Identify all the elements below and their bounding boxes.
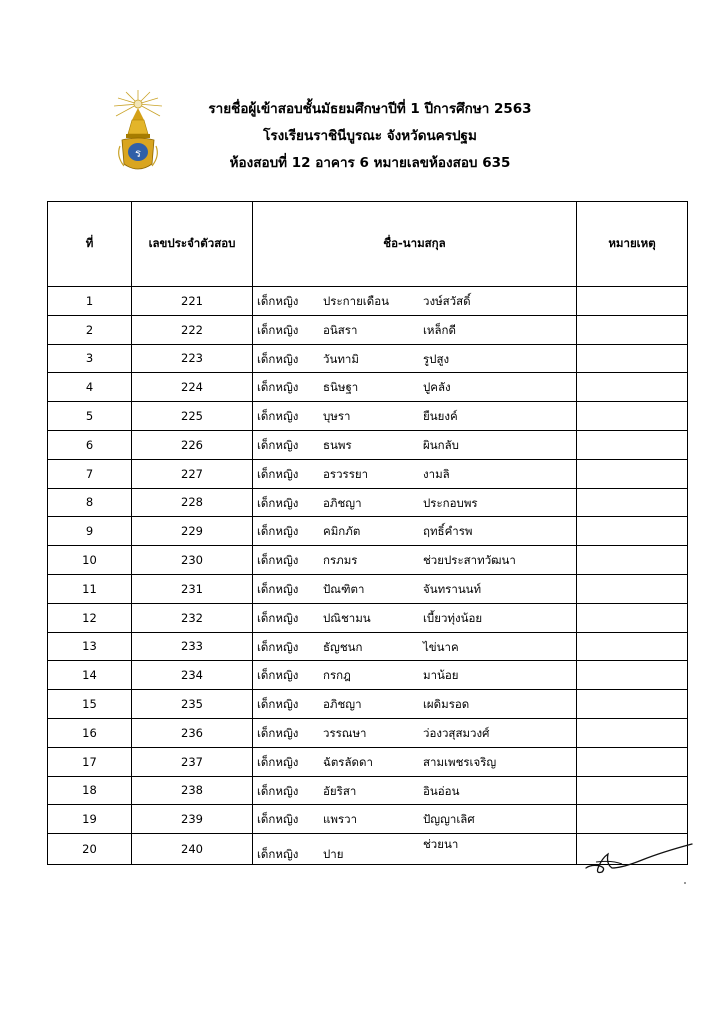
svg-text:ร: ร	[135, 147, 141, 160]
exam-id: 229	[132, 517, 253, 546]
row-number: 14	[48, 661, 132, 690]
student-name	[253, 747, 577, 776]
student-name	[253, 546, 577, 575]
first-name: อัยริสา	[323, 783, 357, 798]
row-number: 19	[48, 805, 132, 834]
first-name: กรกฎ	[323, 668, 351, 683]
first-name: วันทามิ	[323, 351, 359, 366]
row-number: 6	[48, 430, 132, 459]
remark-cell	[577, 546, 688, 575]
remark-cell	[577, 574, 688, 603]
name-prefix: เด็กหญิง	[257, 524, 299, 539]
name-prefix: เด็กหญิง	[257, 812, 299, 827]
first-name: ประกายเดือน	[323, 294, 389, 308]
name-prefix: เด็กหญิง	[257, 697, 299, 712]
last-name: ประกอบพร	[423, 495, 478, 510]
name-prefix: เด็กหญิง	[257, 725, 299, 740]
exam-id: 222	[132, 315, 253, 344]
table-row	[48, 546, 688, 575]
column-header-no: ที่	[48, 202, 132, 287]
exam-id: 221	[132, 287, 253, 316]
exam-id: 239	[132, 805, 253, 834]
remark-cell	[577, 603, 688, 632]
first-name: ปาย	[323, 847, 344, 862]
last-name: วงษ์สวัสดิ์	[423, 294, 471, 308]
table-row	[48, 603, 688, 632]
name-prefix: เด็กหญิง	[257, 380, 299, 395]
table-row	[48, 805, 688, 834]
last-name: ผินกลับ	[423, 437, 459, 452]
last-name: ยืนยงค์	[423, 409, 458, 424]
first-name: ปณิชามน	[323, 610, 371, 625]
row-number: 15	[48, 690, 132, 719]
student-name	[253, 344, 577, 373]
name-prefix: เด็กหญิง	[257, 322, 299, 337]
student-name	[253, 661, 577, 690]
exam-id: 236	[132, 718, 253, 747]
first-name: วรรณษา	[323, 725, 367, 740]
row-number: 1	[48, 287, 132, 316]
student-name	[253, 287, 577, 316]
row-number: 17	[48, 747, 132, 776]
table-row	[48, 632, 688, 661]
last-name: อินอ่อน	[423, 783, 460, 798]
exam-id: 240	[132, 834, 253, 865]
table-row	[48, 459, 688, 488]
first-name: กรภมร	[323, 553, 358, 568]
student-name	[253, 402, 577, 431]
name-prefix: เด็กหญิง	[257, 409, 299, 424]
first-name: ธนิษฐา	[323, 380, 359, 395]
remark-cell	[577, 459, 688, 488]
stray-mark	[684, 882, 686, 884]
remark-cell	[577, 315, 688, 344]
table-row	[48, 747, 688, 776]
last-name: ช่วยประสาทวัฒนา	[423, 553, 516, 568]
row-number: 18	[48, 776, 132, 805]
remark-cell	[577, 632, 688, 661]
table-row	[48, 517, 688, 546]
remark-cell	[577, 517, 688, 546]
remark-cell	[577, 747, 688, 776]
last-name: ไข่นาค	[423, 639, 459, 654]
student-name	[253, 718, 577, 747]
last-name: ปูคลัง	[423, 380, 451, 395]
name-prefix: เด็กหญิง	[257, 668, 299, 683]
name-prefix: เด็กหญิง	[257, 553, 299, 568]
table-row	[48, 690, 688, 719]
student-name	[253, 690, 577, 719]
row-number: 9	[48, 517, 132, 546]
last-name: สามเพชรเจริญ	[423, 754, 497, 769]
last-name: เบี้ยวทุ่งน้อย	[423, 610, 483, 625]
remark-cell	[577, 402, 688, 431]
first-name: ปัณฑิตา	[323, 581, 365, 596]
school-crest-icon	[112, 90, 164, 174]
column-header-name: ชื่อ-นามสกุล	[253, 202, 577, 287]
header-school-line: โรงเรียนราชินีบูรณะ จังหวัดนครปฐม	[263, 128, 477, 144]
student-name	[253, 517, 577, 546]
student-name	[253, 488, 577, 517]
name-prefix: เด็กหญิง	[257, 351, 299, 366]
remark-cell	[577, 805, 688, 834]
row-number: 16	[48, 718, 132, 747]
row-number: 4	[48, 373, 132, 402]
name-prefix: เด็กหญิง	[257, 610, 299, 625]
table-row	[48, 430, 688, 459]
table-header-row	[48, 202, 688, 287]
exam-id: 224	[132, 373, 253, 402]
remark-cell	[577, 776, 688, 805]
exam-id: 235	[132, 690, 253, 719]
header-title-line: รายชื่อผู้เข้าสอบชั้นมัธยมศึกษาปีที่ 1 ปีการศึกษา 2563	[208, 101, 532, 117]
first-name: อนิสรา	[323, 322, 358, 337]
exam-id: 226	[132, 430, 253, 459]
student-name	[253, 373, 577, 402]
table-row	[48, 718, 688, 747]
remark-cell	[577, 373, 688, 402]
row-number: 13	[48, 632, 132, 661]
exam-id: 223	[132, 344, 253, 373]
exam-id: 230	[132, 546, 253, 575]
first-name: ธัญชนก	[323, 639, 363, 654]
first-name: บุษรา	[323, 409, 351, 424]
first-name: อภิชญา	[323, 495, 362, 510]
exam-id: 232	[132, 603, 253, 632]
exam-id: 231	[132, 574, 253, 603]
row-number: 12	[48, 603, 132, 632]
exam-id: 238	[132, 776, 253, 805]
column-header-exam-id: เลขประจำตัวสอบ	[132, 202, 253, 287]
remark-cell	[577, 488, 688, 517]
table-row	[48, 661, 688, 690]
row-number: 8	[48, 488, 132, 517]
remark-cell	[577, 718, 688, 747]
first-name: อภิชญา	[323, 697, 362, 712]
row-number: 2	[48, 315, 132, 344]
remark-cell	[577, 287, 688, 316]
row-number: 10	[48, 546, 132, 575]
first-name: ธนพร	[323, 437, 352, 452]
remark-cell	[577, 344, 688, 373]
first-name: อรวรรยา	[323, 466, 369, 481]
exam-id: 228	[132, 488, 253, 517]
student-name	[253, 603, 577, 632]
exam-id: 237	[132, 747, 253, 776]
row-number: 7	[48, 459, 132, 488]
student-name	[253, 430, 577, 459]
handwritten-signature-icon	[582, 838, 694, 878]
last-name: รูปสูง	[423, 351, 450, 366]
name-prefix: เด็กหญิง	[257, 754, 299, 769]
first-name: แพรวา	[323, 812, 358, 827]
student-name	[253, 315, 577, 344]
last-name: เผดิมรอด	[423, 697, 470, 712]
student-name	[253, 632, 577, 661]
table-row	[48, 315, 688, 344]
row-number: 5	[48, 402, 132, 431]
name-prefix: เด็กหญิง	[257, 437, 299, 452]
student-name	[253, 459, 577, 488]
table-row	[48, 373, 688, 402]
last-name: มาน้อย	[423, 668, 459, 683]
examinee-table	[47, 201, 688, 865]
row-number: 3	[48, 344, 132, 373]
student-name	[253, 805, 577, 834]
name-prefix: เด็กหญิง	[257, 847, 299, 862]
last-name: ช่วยนา	[423, 837, 459, 852]
last-name: ฤทธิ์คำรพ	[423, 524, 473, 539]
last-name: จันทรานนท์	[423, 581, 482, 596]
name-prefix: เด็กหญิง	[257, 495, 299, 510]
first-name: ฉัตรลัดดา	[323, 754, 373, 769]
student-name	[253, 574, 577, 603]
table-row	[48, 287, 688, 316]
row-number: 20	[48, 834, 132, 865]
first-name: คมิกภัต	[323, 524, 361, 539]
name-prefix: เด็กหญิง	[257, 581, 299, 596]
exam-id: 233	[132, 632, 253, 661]
exam-id: 227	[132, 459, 253, 488]
table-row	[48, 488, 688, 517]
name-prefix: เด็กหญิง	[257, 294, 299, 308]
last-name: เหล็กดี	[423, 322, 456, 337]
header-room-line: ห้องสอบที่ 12 อาคาร 6 หมายเลขห้องสอบ 635	[229, 155, 511, 171]
student-name	[253, 776, 577, 805]
name-prefix: เด็กหญิง	[257, 466, 299, 481]
table-row	[48, 776, 688, 805]
student-name	[253, 834, 577, 865]
last-name: ปัญญาเลิศ	[423, 812, 475, 827]
last-name: งามลิ	[423, 466, 450, 481]
table-row	[48, 344, 688, 373]
name-prefix: เด็กหญิง	[257, 783, 299, 798]
column-header-remark: หมายเหตุ	[577, 202, 688, 287]
name-prefix: เด็กหญิง	[257, 639, 299, 654]
exam-id: 225	[132, 402, 253, 431]
remark-cell	[577, 661, 688, 690]
remark-cell	[577, 430, 688, 459]
table-row	[48, 402, 688, 431]
table-row	[48, 574, 688, 603]
row-number: 11	[48, 574, 132, 603]
remark-cell	[577, 690, 688, 719]
last-name: ว่องวสุสมวงศ์	[423, 725, 490, 740]
exam-id: 234	[132, 661, 253, 690]
document-header	[175, 96, 565, 177]
